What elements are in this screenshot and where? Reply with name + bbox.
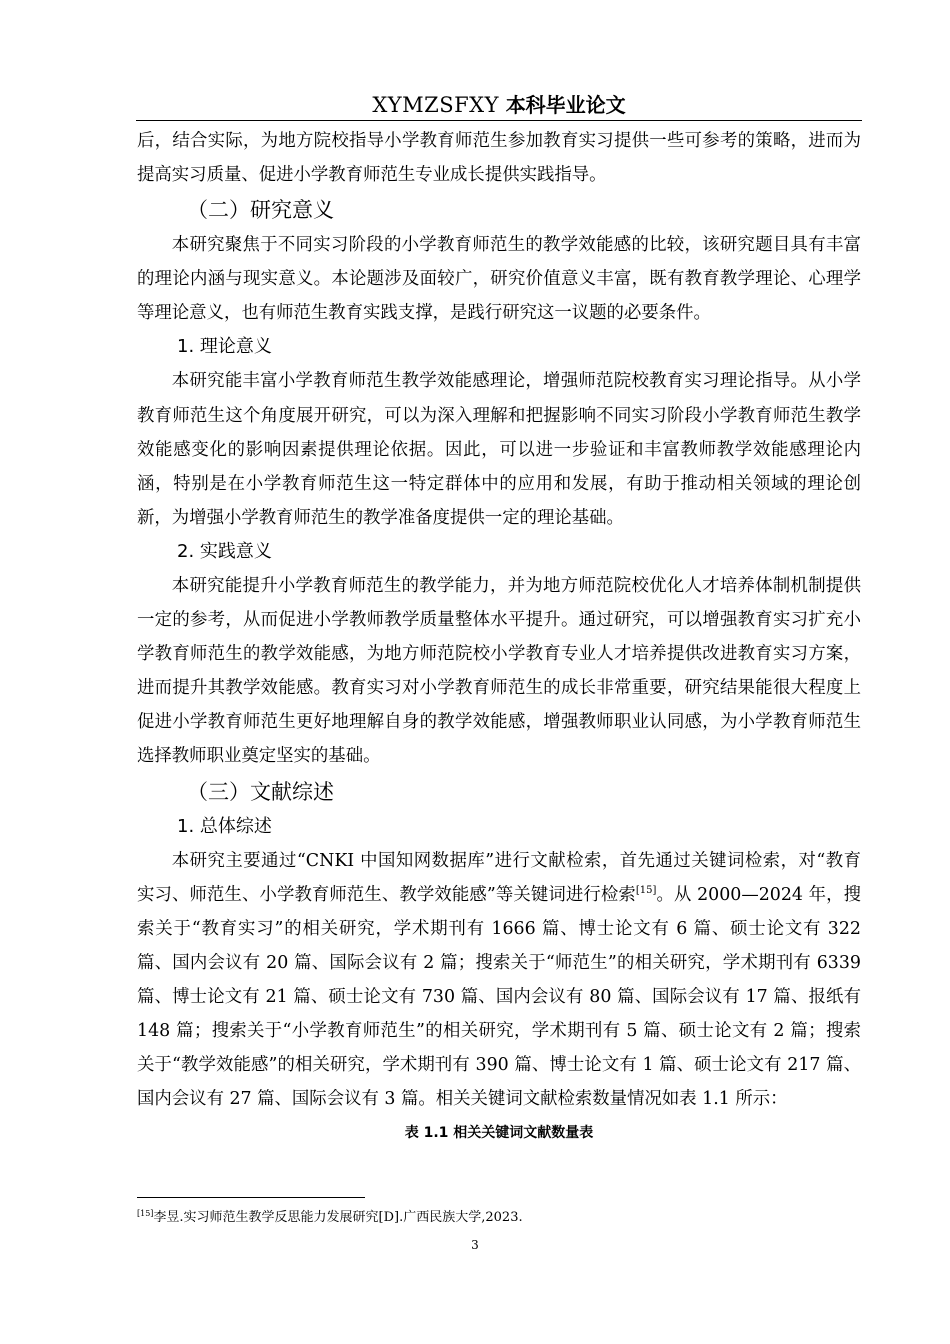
footnote-rule <box>137 1197 365 1198</box>
heading-practical-significance: 2. 实践意义 <box>177 540 272 562</box>
paragraph-overall-review-part2: 。从 2000—2024 年，搜索关于“教育实习”的相关研究，学术期刊有 1666 篇、博士论文有 6 篇、硕士论文有 322 篇、国内会议有 20 篇、国际会议有 2 篇；搜索关于“师范生”的相关研究，学术期刊有 6339 篇、博士论文有 21 篇、硕士论文有 730 篇、国内会议有 80 篇、国际会议有 17 篇、报纸有 148 篇；搜索关于“小学教育师范生”的相关研究，学术期刊有 5 篇、硕士论文有 2 篇；搜索关于“教学效能感”的相关研究，学术期刊有 390 篇、博士论文有 1 篇、硕士论文有 217 篇、国内会议有 27 篇、国际会议有 3 篇。相关关键词文献检索数量情况如表 1.1 所示： <box>137 884 861 1110</box>
header-title-cn: 本科毕业论文 <box>505 93 626 117</box>
heading-theoretical-significance: 1. 理论意义 <box>177 336 272 358</box>
heading-overall-review: 1. 总体综述 <box>177 815 272 837</box>
footnote-marker: [15] <box>137 1209 154 1218</box>
table-caption: 表 1.1 相关关键词文献数量表 <box>404 1125 594 1142</box>
page-header <box>136 92 862 118</box>
paragraph-overall-review-part1: 本研究主要通过“CNKI 中国知网数据库”进行文献检索，首先通过关键词检索，对“教育实习、师范生、小学教育师范生、教学效能感”等关键词进行检索 <box>137 850 861 905</box>
footnote <box>137 1209 861 1227</box>
paragraph-practical-significance: 本研究能提升小学教育师范生的教学能力，并为地方师范院校优化人才培养体制机制提供一定的参考，从而促进小学教师教学质量整体水平提升。通过研究，可以增强教育实习扩充小学教育师范生的教学效能感，为地方师范院校小学教育专业人才培养提供改进教育实习方案，进而提升其教学效能感。教育实习对小学教育师范生的成长非常重要，研究结果能很大程度上促进小学教育师范生更好地理解自身的教学效能感，增强教师职业认同感，为小学教育师范生选择教师职业奠定坚实的基础。 <box>137 575 861 767</box>
header-rule <box>136 120 862 121</box>
footnote-text: 李昱.实习师范生教学反思能力发展研究[D].广西民族大学,2023. <box>153 1210 523 1225</box>
paragraph-overall-review <box>137 844 861 1117</box>
page-number: 3 <box>471 1238 479 1252</box>
header-title-en: XYMZSFXY <box>372 93 499 117</box>
main-body <box>137 124 861 1150</box>
paragraph-theoretical-significance: 本研究能丰富小学教育师范生教学效能感理论，增强师范院校教育实习理论指导。从小学教育师范生这个角度展开研究，可以为深入理解和把握影响不同实习阶段小学教育师范生教学效能感变化的影响因素提供理论依据。因此，可以进一步验证和丰富教师教学效能感理论内涵，特别是在小学教育师范生这一特定群体中的应用和发展，有助于推动相关领域的理论创新，为增强小学教育师范生的教学准备度提供一定的理论基础。 <box>137 371 861 528</box>
heading-literature-review: （三）文献综述 <box>187 779 334 804</box>
heading-research-significance: （二）研究意义 <box>187 198 334 223</box>
paragraph-continuation: 后，结合实际，为地方院校指导小学教育师范生参加教育实习提供一些可参考的策略，进而为提高实习质量、促进小学教育师范生专业成长提供实践指导。 <box>137 131 861 186</box>
citation-15[interactable]: [15] <box>635 884 657 896</box>
paragraph-research-significance: 本研究聚焦于不同实习阶段的小学教育师范生的教学效能感的比较，该研究题目具有丰富的理论内涵与现实意义。本论题涉及面较广，研究价值意义丰富，既有教育教学理论、心理学等理论意义，也有师范生教育实践支撑，是践行研究这一议题的必要条件。 <box>137 235 861 324</box>
